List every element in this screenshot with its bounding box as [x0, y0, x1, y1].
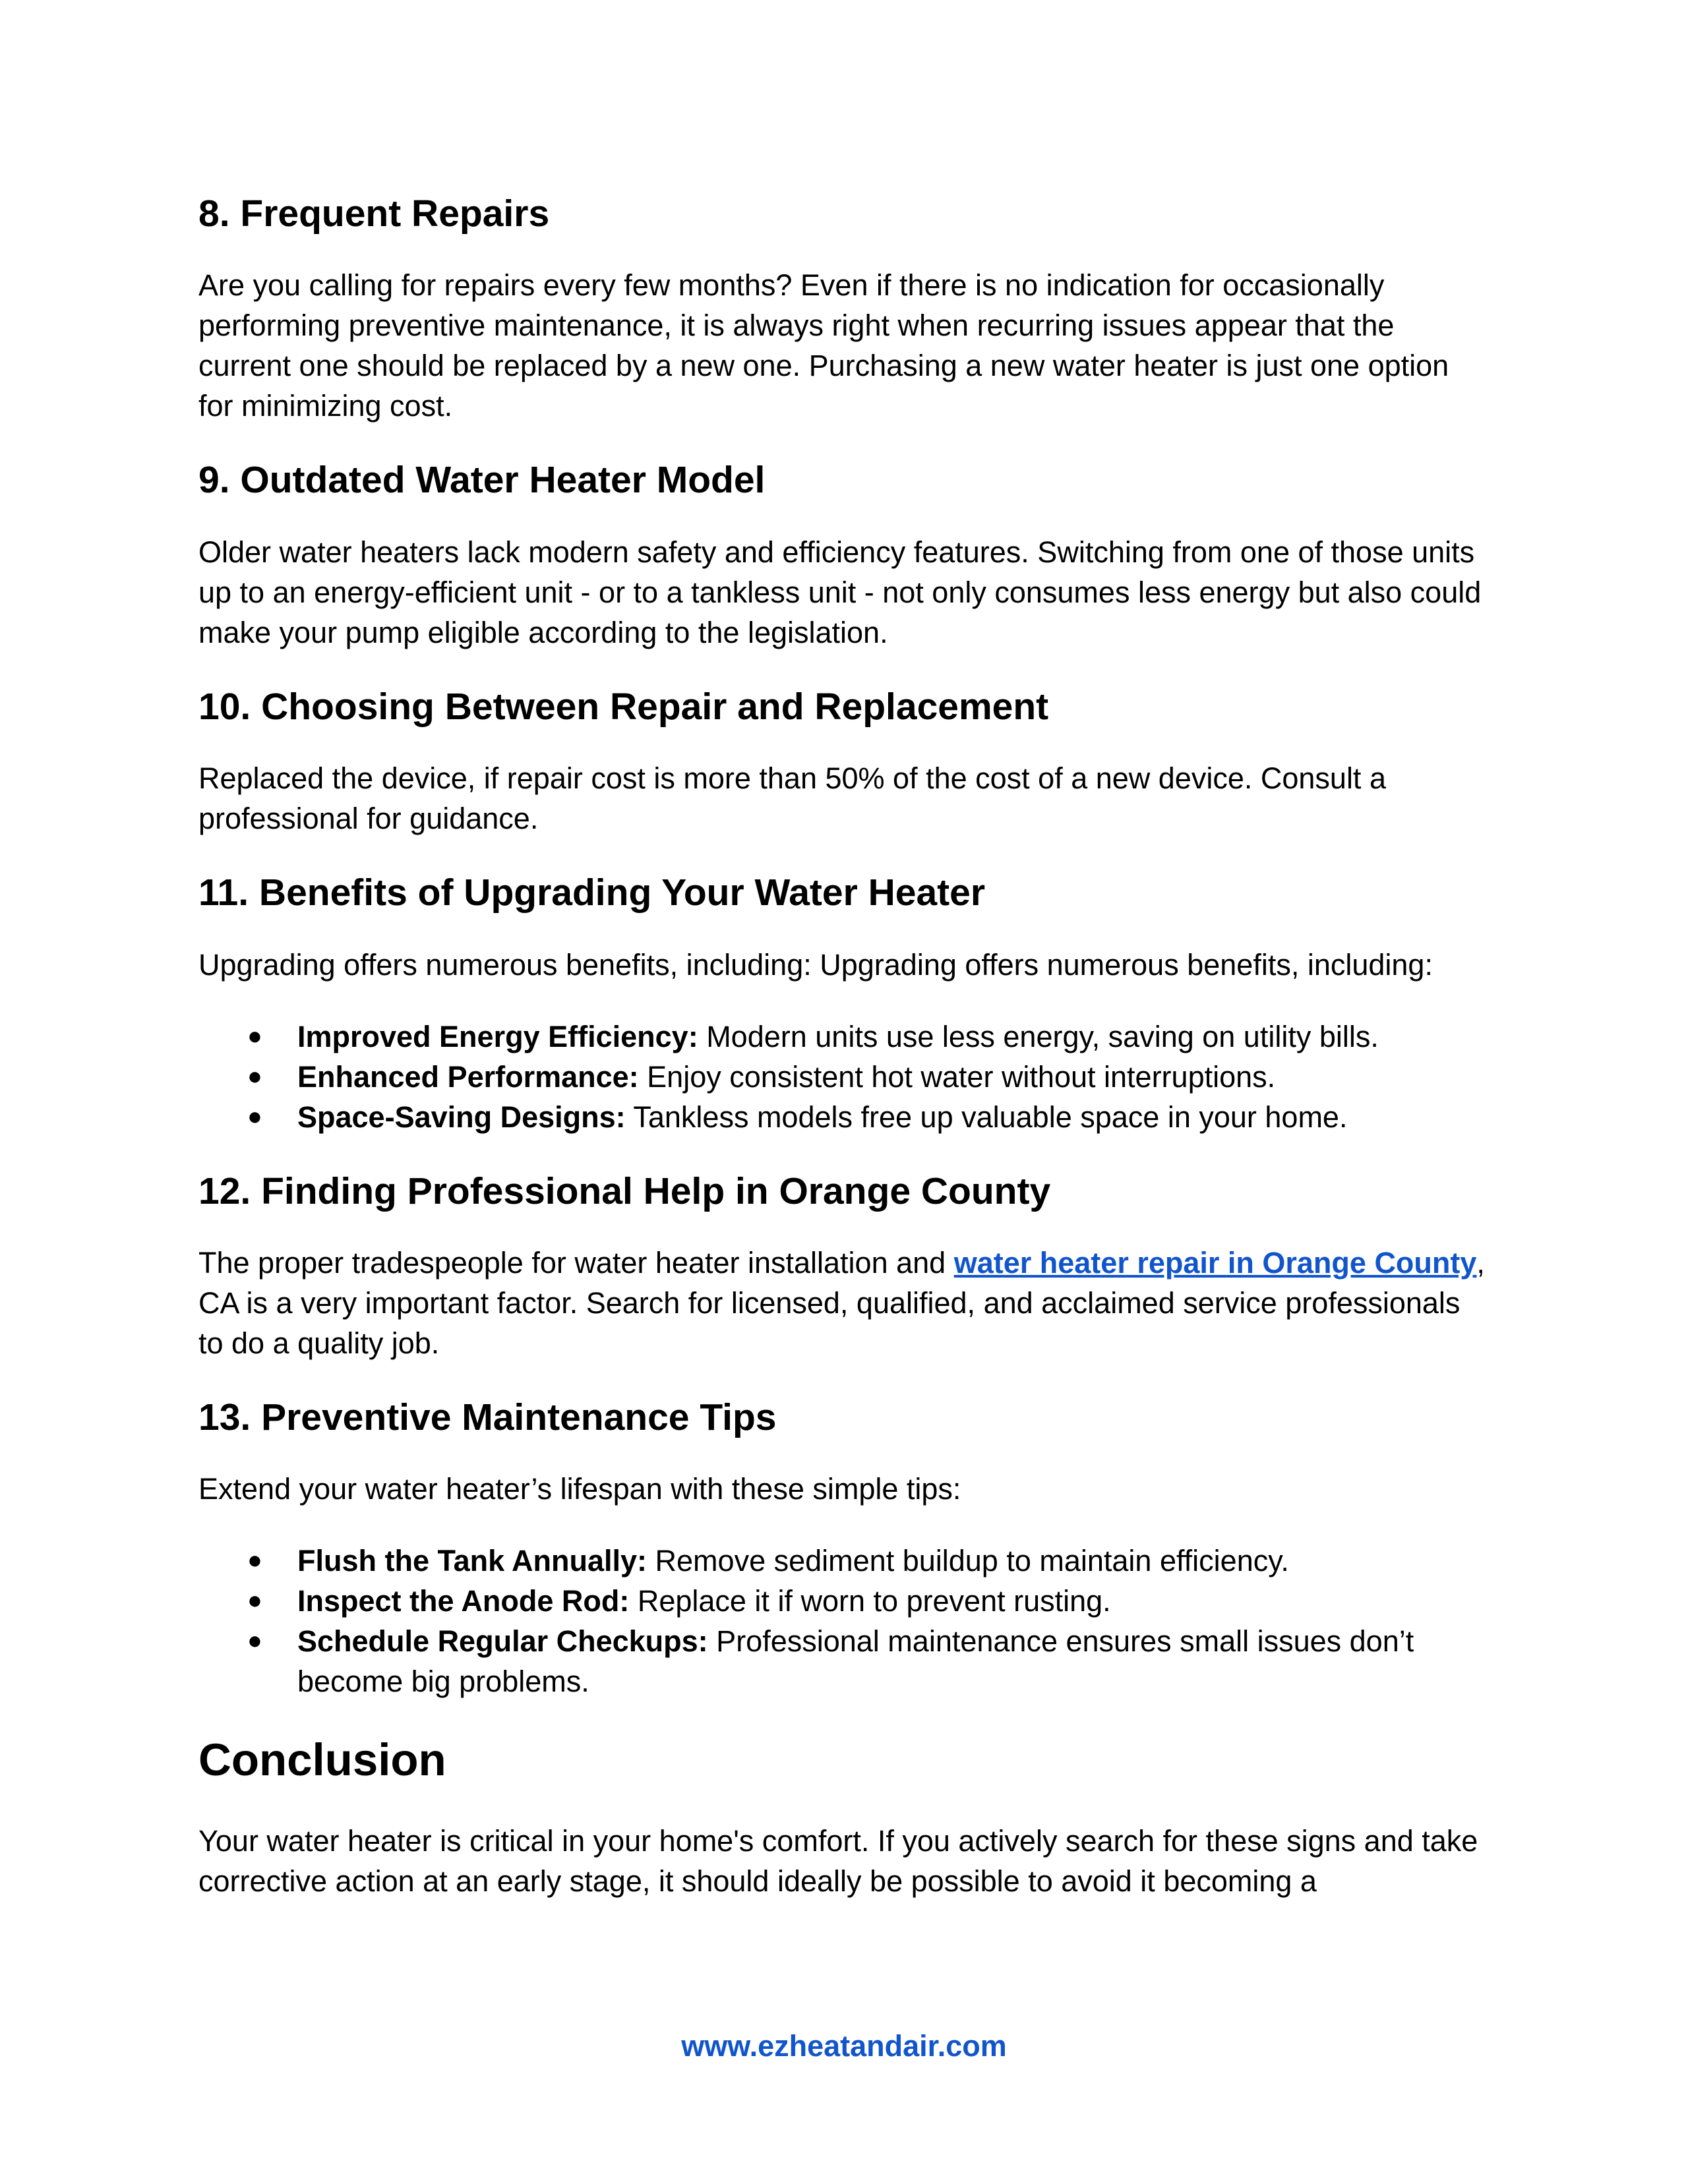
section-heading-professional-help: 12. Finding Professional Help in Orange County: [198, 1169, 1051, 1212]
document-content: [198, 191, 1491, 1933]
footer-website-url[interactable]: www.ezheatandair.com: [681, 2029, 1007, 2063]
section-body-repair-vs-replacement: Replaced the device, if repair cost is more than 50% of the cost of a new device. Consult a professional for guidance.: [198, 761, 1386, 836]
list-item-text: Tankless models free up valuable space in your home.: [625, 1100, 1348, 1134]
bullet-icon: ●: [247, 1062, 262, 1090]
section-heading-outdated-model: 9. Outdated Water Heater Model: [198, 459, 766, 502]
list-item: [247, 1057, 1491, 1097]
section-body-upgrade-benefits: Upgrading offers numerous benefits, including: Upgrading offers numerous benefits, including:: [198, 947, 1433, 982]
bullet-icon: ●: [247, 1102, 262, 1131]
list-item-title: Improved Energy Efficiency:: [297, 1019, 698, 1053]
water-heater-repair-link[interactable]: water heater repair in Orange County: [953, 1245, 1477, 1280]
list-item-title: Space-Saving Designs:: [297, 1100, 626, 1134]
list-item-text: Modern units use less energy, saving on utility bills.: [698, 1019, 1379, 1053]
list-item-text: Replace it if worn to prevent rusting.: [629, 1584, 1111, 1618]
list-item: [247, 1097, 1491, 1137]
bullet-icon: ●: [247, 1547, 262, 1575]
list-item-text: Professional maintenance ensures small issues don’t become big problems.: [297, 1624, 1414, 1699]
list-item: [247, 1541, 1491, 1581]
list-item-title: Flush the Tank Annually:: [297, 1544, 648, 1578]
list-item-title: Enhanced Performance:: [297, 1059, 639, 1094]
list-item: [247, 1017, 1491, 1057]
body-text-before-link: The proper tradespeople for water heater installation and: [198, 1245, 954, 1280]
section-heading-frequent-repairs: 8. Frequent Repairs: [198, 192, 550, 235]
bullet-icon: ●: [247, 1022, 262, 1050]
section-heading-repair-vs-replacement: 10. Choosing Between Repair and Replacement: [198, 685, 1049, 728]
upgrade-benefits-list: [198, 1017, 1491, 1137]
section-body-maintenance-tips: Extend your water heater’s lifespan with these simple tips:: [198, 1472, 961, 1506]
list-item-title: Inspect the Anode Rod:: [297, 1584, 630, 1618]
list-item: [247, 1581, 1491, 1621]
section-heading-upgrade-benefits: 11. Benefits of Upgrading Your Water Heater: [198, 871, 986, 914]
section-body-professional-help: [198, 1243, 1491, 1363]
conclusion-heading: Conclusion: [198, 1734, 446, 1786]
bullet-icon: ●: [247, 1627, 262, 1655]
list-item: [247, 1621, 1491, 1701]
section-body-frequent-repairs: Are you calling for repairs every few months? Even if there is no indication for occasionally performing preventive maintenance, it is always right when recurring issues appear that the current one should be replaced by a new one. Purchasing a new water heater is just one option for minimizing cost.: [198, 268, 1449, 423]
maintenance-tips-list: [198, 1541, 1491, 1701]
list-item-title: Schedule Regular Checkups:: [297, 1624, 708, 1659]
bullet-icon: ●: [247, 1587, 262, 1615]
list-item-text: Remove sediment buildup to maintain efficiency.: [647, 1544, 1289, 1578]
body-text-after-link: , CA is a very important factor. Search for licensed, qualified, and acclaimed service professionals to do a quality job.: [198, 1245, 1485, 1360]
conclusion-body: Your water heater is critical in your home's comfort. If you actively search for these signs and take corrective action at an early stage, it should ideally be possible to avoid it becoming a: [198, 1824, 1478, 1899]
section-heading-maintenance-tips: 13. Preventive Maintenance Tips: [198, 1396, 777, 1438]
list-item-text: Enjoy consistent hot water without interruptions.: [638, 1059, 1276, 1094]
section-body-outdated-model: Older water heaters lack modern safety and efficiency features. Switching from one of those units up to an energy-efficient unit - or to a tankless unit - not only consumes less energy but also could make your pump eligible according to the legislation.: [198, 535, 1482, 649]
